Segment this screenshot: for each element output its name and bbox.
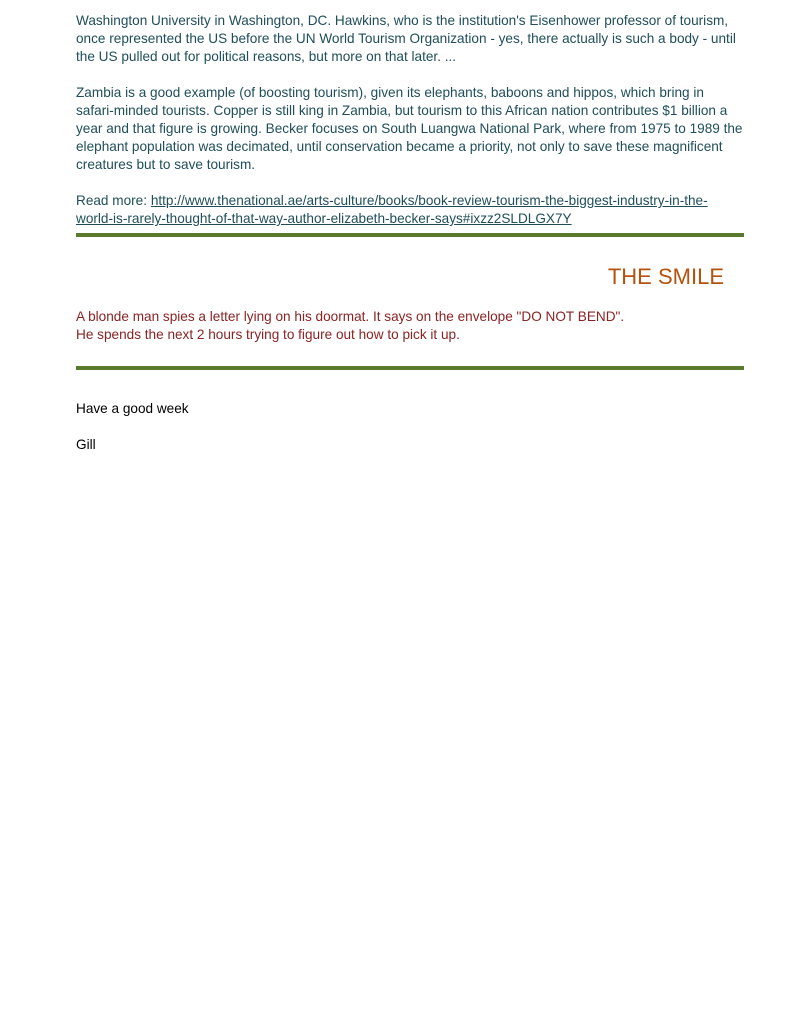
joke-line-1: A blonde man spies a letter lying on his doormat. It says on the envelope "DO NOT BEND". bbox=[76, 309, 625, 324]
read-more-label: Read more: bbox=[76, 193, 151, 208]
newsletter-page bbox=[76, 12, 744, 454]
article-paragraph-2: Zambia is a good example (of boosting tourism), given its elephants, baboons and hippos, which bring in safari-minded tourists. Copper is still king in Zambia, but tourism to this African nation contributes $1 billion a year and that figure is growing. Becker focuses on South Luangwa National Park, where from 1975 to 1989 the elephant population was decimated, until conservation became a priority, not only to save these magnificent creatures but to save tourism. bbox=[76, 85, 743, 172]
signature: Gill bbox=[76, 437, 96, 452]
read-more-link[interactable]: http://www.thenational.ae/arts-culture/books/book-review-tourism-the-biggest-industry-in-the-world-is-rarely-thought-of-that-way-author-elizabeth-becker-says#ixzz2SLDLGX7Y bbox=[76, 193, 708, 226]
section-divider bbox=[76, 233, 744, 237]
smile-heading: THE SMILE bbox=[607, 264, 724, 289]
section-divider bbox=[76, 366, 744, 370]
article-paragraph-1: Washington University in Washington, DC. Hawkins, who is the institution's Eisenhower professor of tourism, once represented the US before the UN World Tourism Organization - yes, there actually is such a body - until the US pulled out for political reasons, but more on that later. ... bbox=[76, 13, 736, 64]
closing-text: Have a good week bbox=[76, 401, 189, 416]
read-more bbox=[76, 192, 744, 228]
joke-text bbox=[76, 308, 744, 344]
joke-line-2: He spends the next 2 hours trying to figure out how to pick it up. bbox=[76, 327, 460, 342]
